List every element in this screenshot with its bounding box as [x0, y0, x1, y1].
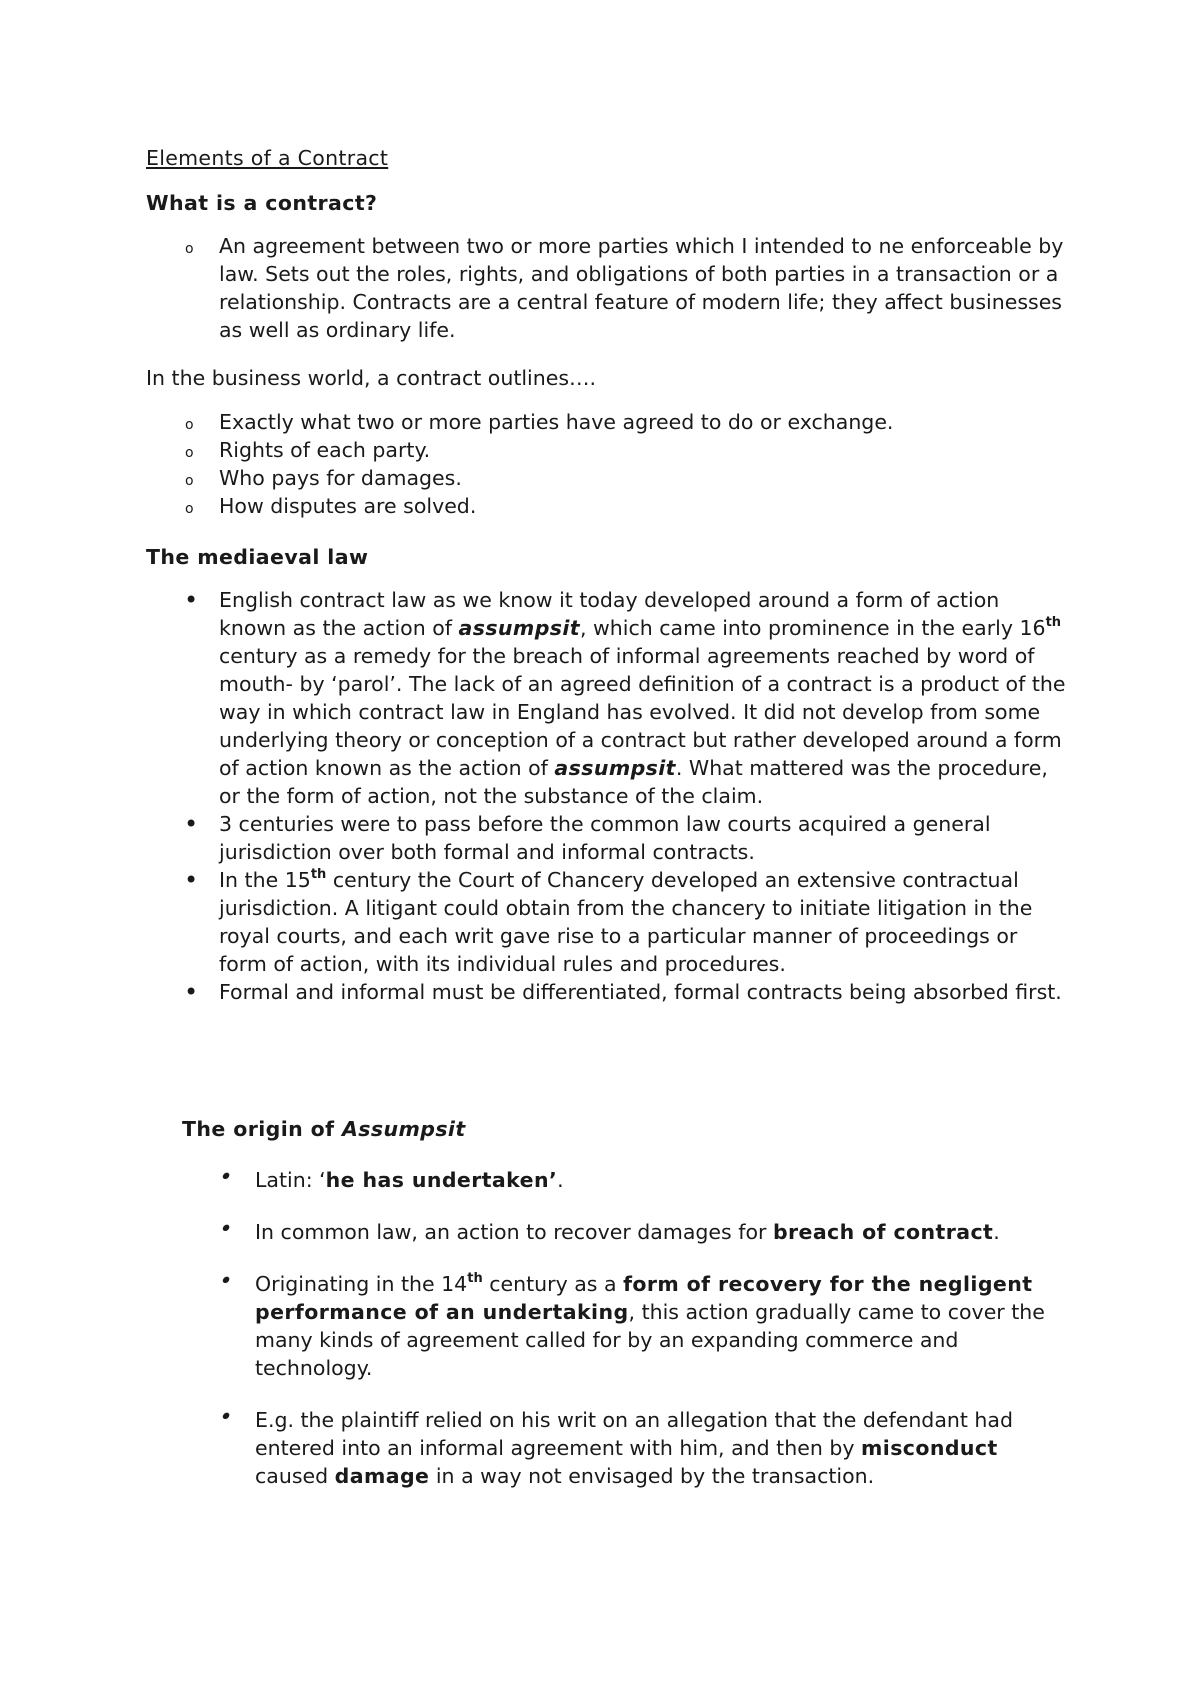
- circle-bullet-icon: o: [185, 417, 194, 433]
- bullet-icon: •: [184, 586, 199, 614]
- list-item: • 3 centuries were to pass before the common law courts acquired a general jurisdiction over both formal and informal contracts.: [184, 810, 991, 864]
- list-item: • Originating in the 14th century as a form of recovery for the negligent performance of an undertaking, this action gradually came to cover the many kinds of agreement called for by an expanding commerce and technology.: [215, 1269, 1045, 1380]
- list-item: • Formal and informal must be differentiated, formal contracts being absorbed first.: [184, 978, 1062, 1006]
- bullet-icon: •: [215, 1217, 236, 1242]
- list-item: • E.g. the plaintiff relied on his writ on an allegation that the defendant had entered into an informal agreement with him, and then by misconduct caused damage in a way not envisaged by the transaction.: [215, 1405, 1013, 1488]
- bullet-icon: •: [184, 810, 199, 838]
- list-item: o Rights of each party.: [146, 436, 1066, 464]
- list-item: o An agreement between two or more parties which I intended to ne enforceable by law. Sets out the roles, rights, and obligations of both parties in a transaction or a relationship. Contracts are a central feature of modern life; they affect businesses as well as ordinary life.: [185, 234, 1064, 342]
- heading-mediaeval-law: The mediaeval law: [146, 545, 369, 569]
- doc-title: Elements of a Contract: [146, 146, 389, 170]
- bullet-icon: •: [215, 1405, 236, 1430]
- list-item: • Latin: ‘he has undertaken’.: [215, 1165, 564, 1192]
- assumpsit-term: assumpsit: [458, 616, 580, 640]
- bullet-icon: •: [215, 1269, 236, 1294]
- mediaeval-law-list: [146, 586, 1071, 1006]
- list-item: • In common law, an action to recover damages for breach of contract.: [215, 1217, 1000, 1244]
- list-item: o Exactly what two or more parties have agreed to do or exchange.: [146, 408, 1066, 436]
- circle-bullet-icon: o: [185, 445, 194, 461]
- heading-what-is-contract: What is a contract?: [146, 191, 378, 215]
- heading-origin-assumpsit: The origin of Assumpsit: [182, 1117, 466, 1141]
- definition-list: [146, 232, 1066, 344]
- list-item: o How disputes are solved.: [146, 492, 1066, 520]
- list-item: • In the 15th century the Court of Chancery developed an extensive contractual jurisdiction. A litigant could obtain from the chancery to initiate litigation in the royal courts, and each writ gave rise to a particular manner of proceedings or form of action, with its individual rules and procedures.: [184, 866, 1033, 976]
- list-item: o Who pays for damages.: [146, 464, 1066, 492]
- intro-paragraph: In the business world, a contract outlines….: [146, 366, 597, 390]
- list-item: • English contract law as we know it today developed around a form of action known as the action of assumpsit, which came into prominence in the early 16th century as a remedy for the breach of informal agreements reached by word of mouth- by ‘parol’. The lack of an agreed definition of a contract is a product of the way in which contract law in England has evolved. It did not develop from some underlying theory or conception of a contract but rather developed around a form of action known as the action of assumpsit. What mattered was the procedure, or the form of action, not the substance of the claim.: [184, 586, 1066, 808]
- bullet-icon: •: [184, 866, 199, 894]
- bullet-icon: •: [184, 978, 199, 1006]
- circle-bullet-icon: o: [185, 473, 194, 489]
- circle-bullet-icon: o: [185, 241, 194, 257]
- origin-list: [182, 1166, 1072, 1514]
- assumpsit-term: assumpsit: [554, 756, 676, 780]
- bullet-icon: •: [215, 1165, 236, 1190]
- outline-list: [146, 408, 1066, 520]
- circle-bullet-icon: o: [185, 501, 194, 517]
